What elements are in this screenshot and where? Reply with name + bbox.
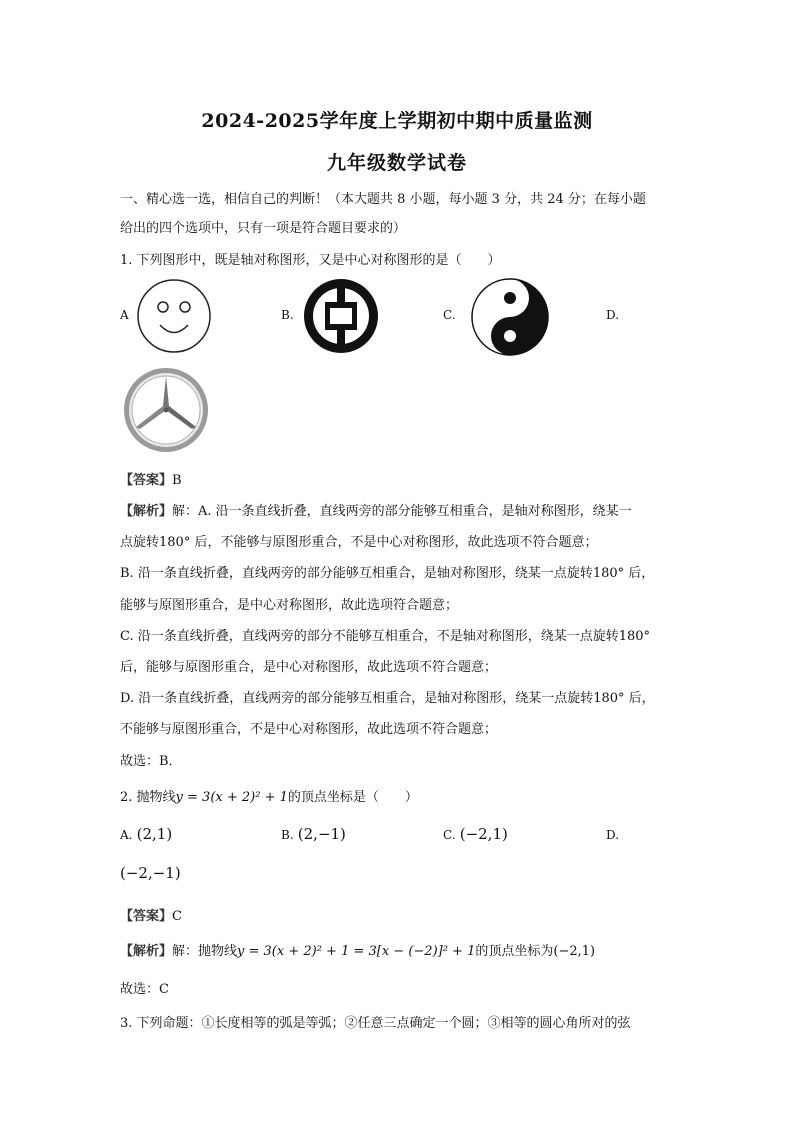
answer-value: B [172,473,182,488]
option-label: A. [120,828,133,842]
analysis-result: (−2,1) [553,944,596,959]
q1-analysis-line-1 [120,500,632,519]
q1-analysis-line-6: 后，能够与原图形重合，是中心对称图形，故此选项不符合题意； [120,660,498,675]
q1-analysis-line-5: C. 沿一条直线折叠，直线两旁的部分不能够互相重合，不是轴对称图形，绕某一点旋转180° [120,629,651,644]
coin-square-hole-icon [302,277,380,355]
option-label: C. [443,828,456,842]
section-intro-line-2: 给出的四个选项中，只有一项是符合题目要求的） [120,221,407,236]
q2-formula: y = 3(x + 2)² + 1 [175,790,288,805]
q2-option-d-value: (−2,−1) [120,864,181,882]
q2-stem-prefix: 2. 抛物线 [120,790,176,805]
q1-conclusion: 故选：B． [120,754,182,769]
q1-analysis-line-7: D. 沿一条直线折叠，直线两旁的部分能够互相重合，是轴对称图形，绕某一点旋转180° 后， [120,691,655,706]
option-label: B. [281,828,294,842]
q2-stem-suffix: 的顶点坐标是（ ） [287,790,418,805]
question-2-stem [120,786,418,805]
q2-option-c [443,825,508,843]
analysis-tag: 【解析】 [120,944,173,959]
option-value: (2,1) [136,825,173,843]
q1-option-c-label: C. [443,308,456,322]
q2-option-a [120,825,172,843]
mercedes-logo-icon [122,366,210,454]
page-subtitle: 九年级数学试卷 [326,152,467,174]
q1-answer [120,469,182,488]
q1-analysis-line-2: 点旋转180° 后，不能够与原图形重合，不是中心对称图形，故此选项不符合题意； [120,535,598,550]
section-intro-line-1: 一、精心选一选，相信自己的判断！（本大题共 8 小题，每小题 3 分，共 24 分；在每小题 [120,192,646,207]
option-value: (2,−1) [297,825,346,843]
q1-option-a-label: A [120,308,129,322]
q1-option-d-label: D. [606,308,620,322]
answer-tag: 【答案】 [120,473,173,488]
analysis-prefix: 解：抛物线 [172,944,238,959]
analysis-suffix: 的顶点坐标为 [475,944,554,959]
q1-analysis-line-3: B. 沿一条直线折叠，直线两旁的部分能够互相重合，是轴对称图形，绕某一点旋转180° 后， [120,566,655,581]
q2-answer [120,905,182,924]
option-value: (−2,1) [459,825,508,843]
question-3-stem: 3. 下列命题：①长度相等的弧是等弧；②任意三点确定一个圆；③相等的圆心角所对的弦 [120,1016,631,1031]
analysis-formula: y = 3(x + 2)² + 1 = 3[x − (−2)]² + 1 [237,944,476,959]
question-1-stem: 1. 下列图形中，既是轴对称图形，又是中心对称图形的是（ ） [120,253,501,268]
analysis-tag: 【解析】 [120,504,173,519]
q2-option-b [281,825,346,843]
answer-tag: 【答案】 [120,909,173,924]
q1-option-b-label: B. [281,308,294,322]
smiley-face-icon [136,278,212,354]
analysis-text: 解：A. 沿一条直线折叠，直线两旁的部分能够互相重合，是轴对称图形，绕某一 [172,504,632,519]
q1-analysis-line-4: 能够与原图形重合，是中心对称图形，故此选项符合题意； [120,598,459,613]
q2-option-d-label: D. [606,828,620,842]
yin-yang-icon [470,277,550,357]
page-title: 2024-2025学年度上学期初中期中质量监测 [201,110,593,132]
answer-value: C [172,909,182,924]
q1-analysis-line-8: 不能够与原图形重合，不是中心对称图形，故此选项不符合题意； [120,722,498,737]
q2-analysis [120,940,595,959]
q2-conclusion: 故选：C [120,982,169,997]
